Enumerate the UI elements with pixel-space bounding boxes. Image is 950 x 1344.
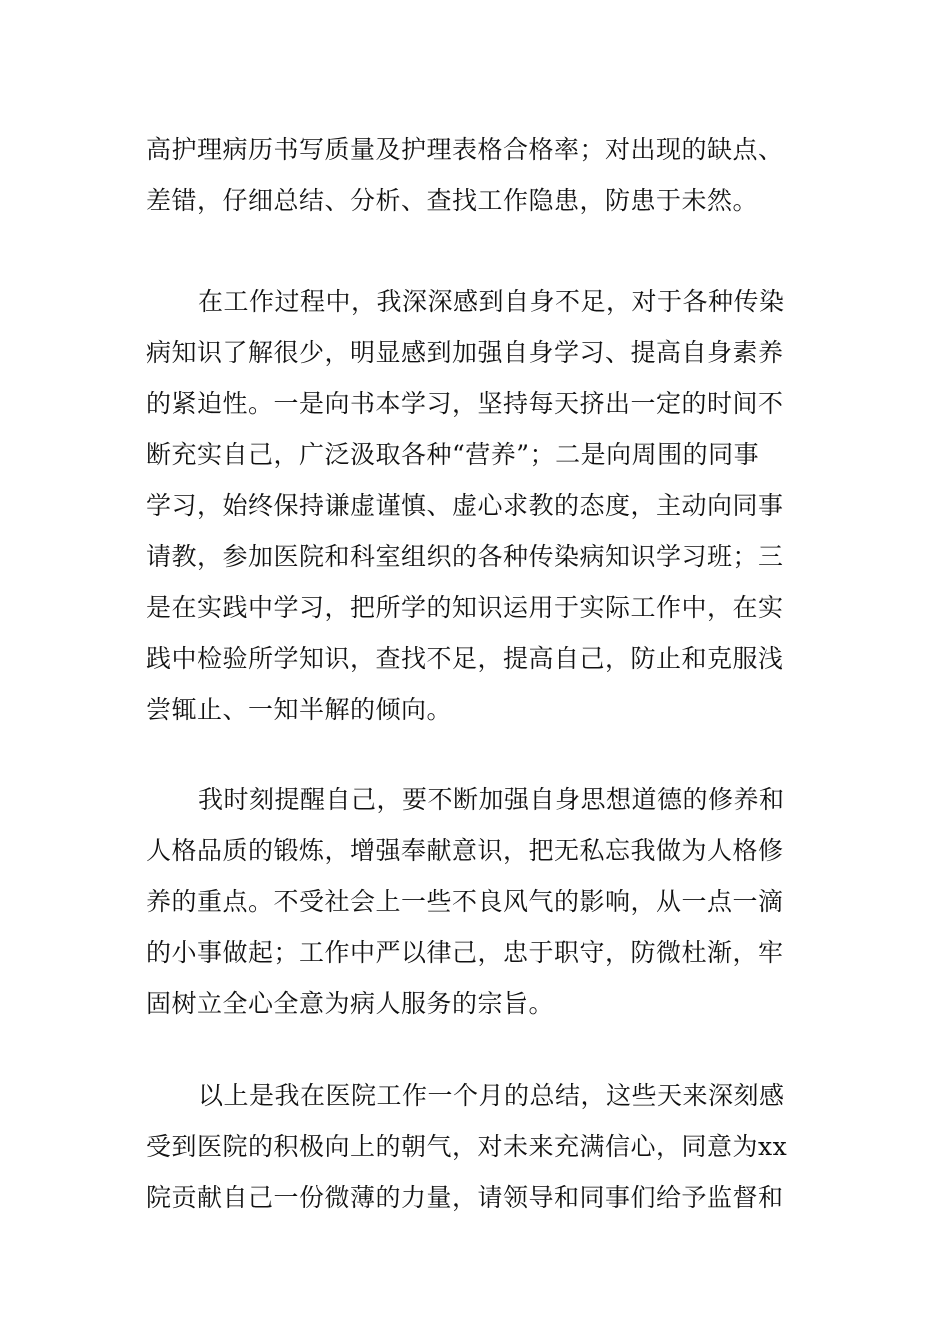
paragraph-line: 断充实自己，广泛汲取各种“营养”；二是向周围的同事 [146,440,760,469]
paragraph-line: 请教，参加医院和科室组织的各种传染病知识学习班；三 [146,542,784,571]
paragraph-line: 我时刻提醒自己，要不断加强自身思想道德的修养和 [198,785,785,814]
paragraph-1 [146,124,810,226]
paragraph-line: 是在实践中学习，把所学的知识运用于实际工作中，在实 [146,593,784,622]
paragraph-line: 差错，仔细总结、分析、查找工作隐患，防患于未然。 [146,186,759,215]
paragraph-2 [146,276,810,735]
paragraph-line: 受到医院的积极向上的朝气，对未来充满信心，同意为xx [146,1132,788,1161]
paragraph-line: 以上是我在医院工作一个月的总结，这些天来深刻感 [198,1081,785,1110]
paragraph-line: 的小事做起；工作中严以律己，忠于职守，防微杜渐，牢 [146,938,784,967]
paragraph-line: 践中检验所学知识，查找不足，提高自己，防止和克服浅 [146,644,784,673]
paragraph-4 [146,1070,810,1223]
paragraph-line: 学习，始终保持谦虚谨慎、虚心求教的态度，主动向同事 [146,491,784,520]
paragraph-line: 固树立全心全意为病人服务的宗旨。 [146,989,555,1018]
paragraph-line: 高护理病历书写质量及护理表格合格率；对出现的缺点、 [146,135,784,164]
paragraph-line: 尝辄止、一知半解的倾向。 [146,695,453,724]
paragraph-line: 养的重点。不受社会上一些不良风气的影响，从一点一滴 [146,887,784,916]
paragraph-3 [146,774,810,1029]
paragraph-line: 人格品质的锻炼，增强奉献意识，把无私忘我做为人格修 [146,836,784,865]
paragraph-line: 病知识了解很少，明显感到加强自身学习、提高自身素养 [146,338,784,367]
paragraph-line: 院贡献自己一份微薄的力量，请领导和同事们给予监督和 [146,1183,784,1212]
paragraph-line: 的紧迫性。一是向书本学习，坚持每天挤出一定的时间不 [146,389,784,418]
paragraph-line: 在工作过程中，我深深感到自身不足，对于各种传染 [198,287,785,316]
